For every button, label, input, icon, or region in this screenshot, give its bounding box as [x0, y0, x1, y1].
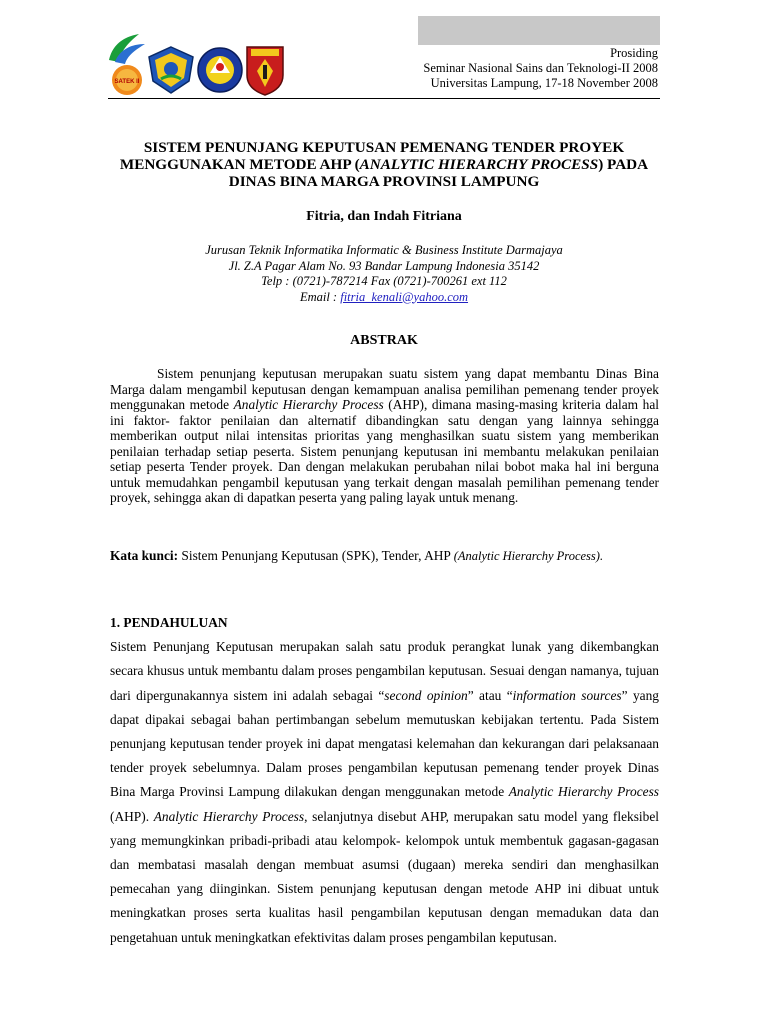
section-heading: 1. PENDAHULUAN [110, 615, 228, 630]
lampung-province-emblem-icon [243, 43, 287, 97]
header-divider [108, 98, 660, 99]
authors: Fitria, dan Indah Fitriana [306, 209, 462, 224]
affiliation-line-2: Jl. Z.A Pagar Alam No. 93 Bandar Lampung Indonesia 35142 [228, 258, 540, 273]
paper-title [108, 139, 660, 190]
affiliation-line-1: Jurusan Teknik Informatika Informatic & Business Institute Darmajaya [205, 243, 563, 257]
university-emblem-icon [147, 45, 195, 95]
title-line-2: MENGGUNAKAN METODE AHP (ANALYTIC HIERARCHY PROCESS) PADA [119, 156, 649, 173]
section-introduction [110, 611, 659, 950]
keywords: Kata kunci: Sistem Penunjang Keputusan (SPK), Tender, AHP (Analytic Hierarchy Process). [110, 548, 604, 563]
header-grey-bar [418, 16, 660, 45]
proceedings-line-3: Universitas Lampung, 17-18 November 2008 [430, 76, 658, 90]
title-line-3: DINAS BINA MARGA PROVINSI LAMPUNG [228, 173, 540, 190]
affiliation [108, 243, 660, 305]
affiliation-line-3: Telp : (0721)-787214 Fax (0721)-700261 ext 112 [261, 274, 507, 288]
proceedings-info [423, 46, 658, 91]
proceedings-line-1: Prosiding [610, 46, 658, 60]
satek-logo-text: SATEK II [114, 79, 140, 85]
affiliation-email-line: Email : fitria_kenali@yahoo.com [299, 289, 469, 304]
satek-logo-icon [105, 32, 149, 98]
title-line-1: SISTEM PENUNJANG KEPUTUSAN PEMENANG TENDER PROYEK [143, 139, 625, 156]
email-link[interactable]: fitria_kenali@yahoo.com [340, 289, 469, 304]
abstract-text: Sistem penunjang keputusan merupakan suatu sistem yang dapat membantu Dinas Bina Marga dalam mengambil keputusan dengan kemampuan analisa pemilihan pemenang tender proyek menggunakan metode Analytic Hierarchy Process (AHP), dimana masing-masing kriteria dalam hal ini faktor- faktor penilaian dan alternatif dibandingkan satu dengan yang lainnya sehingga memberikan output nilai intensitas prioritas yang menghasilkan suatu sistem yang memberikan penilaian terhadap setiap peserta. Sistem penunjang keputusan ini membantu melakukan penilaian setiap peserta Tender proyek. Dan dengan melakukan perubahan nilai bobot maka hal ini berguna untuk memudahkan pengambil keputusan yang terkait dengan masalah pemilihan pemenang tender proyek, sehingga akan di dapatkan peserta yang paling layak untuk menang. [110, 366, 659, 505]
education-ministry-emblem-icon [197, 45, 243, 95]
section-paragraph: Sistem Penunjang Keputusan merupakan salah satu produk perangkat lunak yang dikembangkan secara khusus untuk membantu dalam proses pengambilan keputusan. Sesuai dengan namanya, tujuan dari dipergunakannya sistem ini adalah sebagai “second opinion” atau “information sources” yang dapat dipakai sebagai bahan pertimbangan sebelum memutuskan kebijakan tertentu. Pada Sistem penunjang keputusan tender proyek ini dapat mengatasi kelemahan dan kekurangan dari pelaksanaan tender proyek sebelumnya. Dalam proses pengambilan keputusan pemenang tender proyek Dinas Bina Marga Provinsi Lampung dilakukan dengan menggunakan metode Analytic Hierarchy Process (AHP). Analytic Hierarchy Process, selanjutnya disebut AHP, merupakan satu model yang fleksibel yang memungkinkan pribadi-pribadi atau kelompok- kelompok untuk membentuk gagasan-gagasan dan membatasi masalah dengan membuat asumsi (dugaan) mereka sendiri dan menghasilkan pemecahan yang diinginkan. Sistem penunjang keputusan dengan metode AHP ini dibuat untuk meningkatkan proses serta kualitas hasil pengambilan keputusan dengan memadukan data dan pengetahuan untuk meningkatkan efektivitas dalam proses pengambilan keputusan. [110, 639, 660, 945]
proceedings-line-2: Seminar Nasional Sains dan Teknologi-II 2008 [423, 61, 658, 75]
abstract-heading: ABSTRAK [350, 333, 418, 348]
keywords-label: Kata kunci: [110, 548, 179, 563]
logo-group [105, 32, 291, 98]
